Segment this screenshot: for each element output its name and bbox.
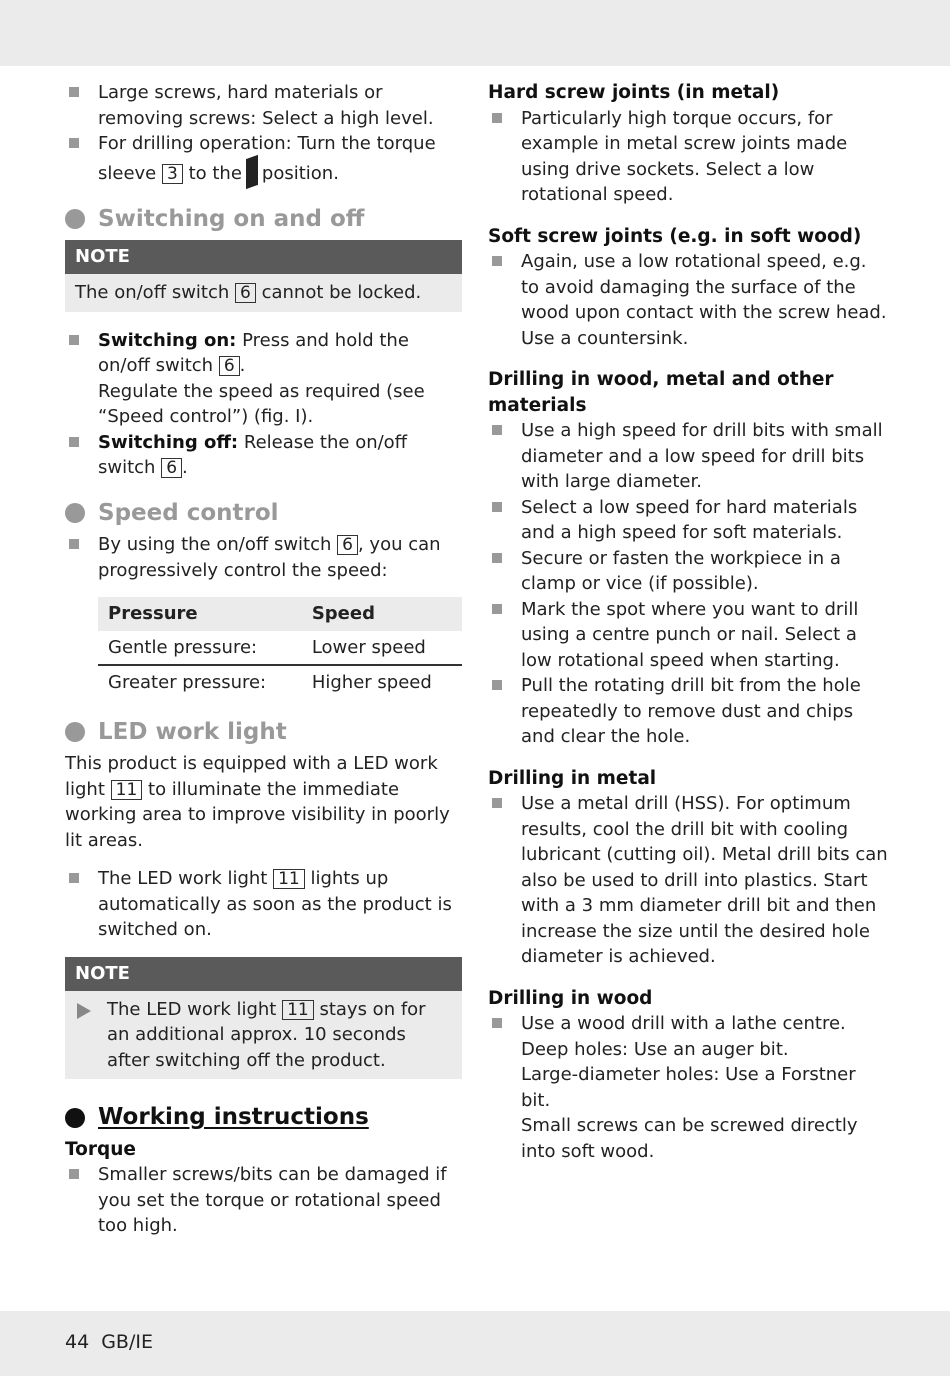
subheading: Torque	[65, 1138, 136, 1160]
subheading: Hard screw joints (in metal)	[488, 82, 780, 103]
list-item: Select a low speed for hard materials and a high speed for soft materials.	[488, 495, 888, 546]
table-row: Greater pressure: Higher speed	[108, 672, 432, 693]
note-header: NOTE	[65, 957, 462, 991]
table-header: Pressure	[98, 597, 302, 631]
note-body: The LED work light 11 stays on for an additional approx. 10 seconds after switching off the product.	[65, 991, 462, 1080]
paragraph: This product is equipped with a LED work light 11 to illuminate the immediate working area to improve visibility in poorly lit areas.	[65, 753, 450, 851]
left-column	[65, 80, 462, 1239]
speed-table	[98, 597, 462, 700]
ref-number: 6	[161, 458, 182, 478]
ref-number: 6	[337, 535, 358, 555]
bullet-dot-icon	[65, 722, 85, 742]
bullet-dot-icon	[65, 209, 85, 229]
bullet-dot-icon	[65, 503, 85, 523]
top-band	[0, 0, 950, 66]
list-item: Secure or fasten the workpiece in a clamp or vice (if possible).	[488, 546, 888, 597]
list-item: Use a high speed for drill bits with small diameter and a low speed for drill bits with large diameter.	[488, 418, 888, 495]
subheading: Drilling in metal	[488, 767, 657, 789]
list-item: Pull the rotating drill bit from the hole repeatedly to remove dust and chips and clear the hole.	[488, 673, 888, 750]
list-item: Large screws, hard materials or removing screws: Select a high level.	[65, 80, 462, 131]
list-item: Again, use a low rotational speed, e.g. to avoid damaging the surface of the wood upon contact with the screw head. Use a countersink.	[488, 249, 888, 351]
list-item: Smaller screws/bits can be damaged if you set the torque or rotational speed too high.	[65, 1162, 462, 1239]
section-heading: Working instructions	[65, 1105, 462, 1131]
list-item: Use a metal drill (HSS). For optimum results, cool the drill bit with cooling lubricant (cutting oil). Metal drill bits can also be used to drill into plastics. Start with a 3 mm diameter drill bit and then increase the size until the desired hole diameter is achieved.	[488, 791, 888, 970]
ref-number: 11	[282, 1000, 314, 1020]
ref-number: 11	[111, 780, 143, 800]
list-item: Switching off: Release the on/off switch 6 .	[65, 430, 462, 481]
list-item: Particularly high torque occurs, for example in metal screw joints made using drive sockets. Select a low rotational speed.	[488, 106, 888, 208]
section-heading: Speed control	[65, 501, 462, 527]
list-item: For drilling operation: Turn the torque sleeve 3 to the position.	[65, 131, 462, 187]
table-header: Speed	[302, 597, 462, 631]
page-number: 44	[65, 1331, 90, 1353]
list-item: Use a wood drill with a lathe centre. Deep holes: Use an auger bit. Large-diameter holes: Use a Forstner bit. Small screws can be screwed directly into soft wood.	[488, 1011, 888, 1164]
ref-number: 6	[235, 283, 256, 303]
subheading: Soft screw joints (e.g. in soft wood)	[488, 225, 862, 247]
note-body: The on/off switch 6 cannot be locked.	[65, 274, 462, 312]
list-item: Mark the spot where you want to drill using a centre punch or nail. Select a low rotational speed when starting.	[488, 597, 888, 674]
drill-mode-icon	[246, 154, 258, 188]
ref-number: 6	[219, 356, 240, 376]
note-box	[65, 957, 462, 1080]
region-label: GB/IE	[101, 1331, 153, 1353]
subheading: Drilling in wood	[488, 987, 653, 1009]
ref-number: 3	[162, 164, 183, 184]
list-item: Switching on: Press and hold the on/off switch 6 . Regulate the speed as required (see “Speed control”) (fig. I).	[65, 328, 462, 430]
ref-number: 11	[273, 869, 305, 889]
note-header: NOTE	[65, 240, 462, 274]
right-column	[488, 80, 888, 1164]
subheading: Drilling in wood, metal and other materials	[488, 369, 834, 416]
section-heading: LED work light	[65, 720, 462, 746]
table-row: Gentle pressure: Lower speed	[98, 631, 462, 666]
page-footer	[65, 1330, 165, 1356]
bullet-dot-icon	[65, 1108, 85, 1128]
list-item: The LED work light 11 lights up automatically as soon as the product is switched on.	[65, 866, 462, 943]
note-box	[65, 240, 462, 312]
section-heading: Switching on and off	[65, 207, 462, 233]
list-item: By using the on/off switch 6 , you can progressively control the speed:	[65, 532, 462, 583]
